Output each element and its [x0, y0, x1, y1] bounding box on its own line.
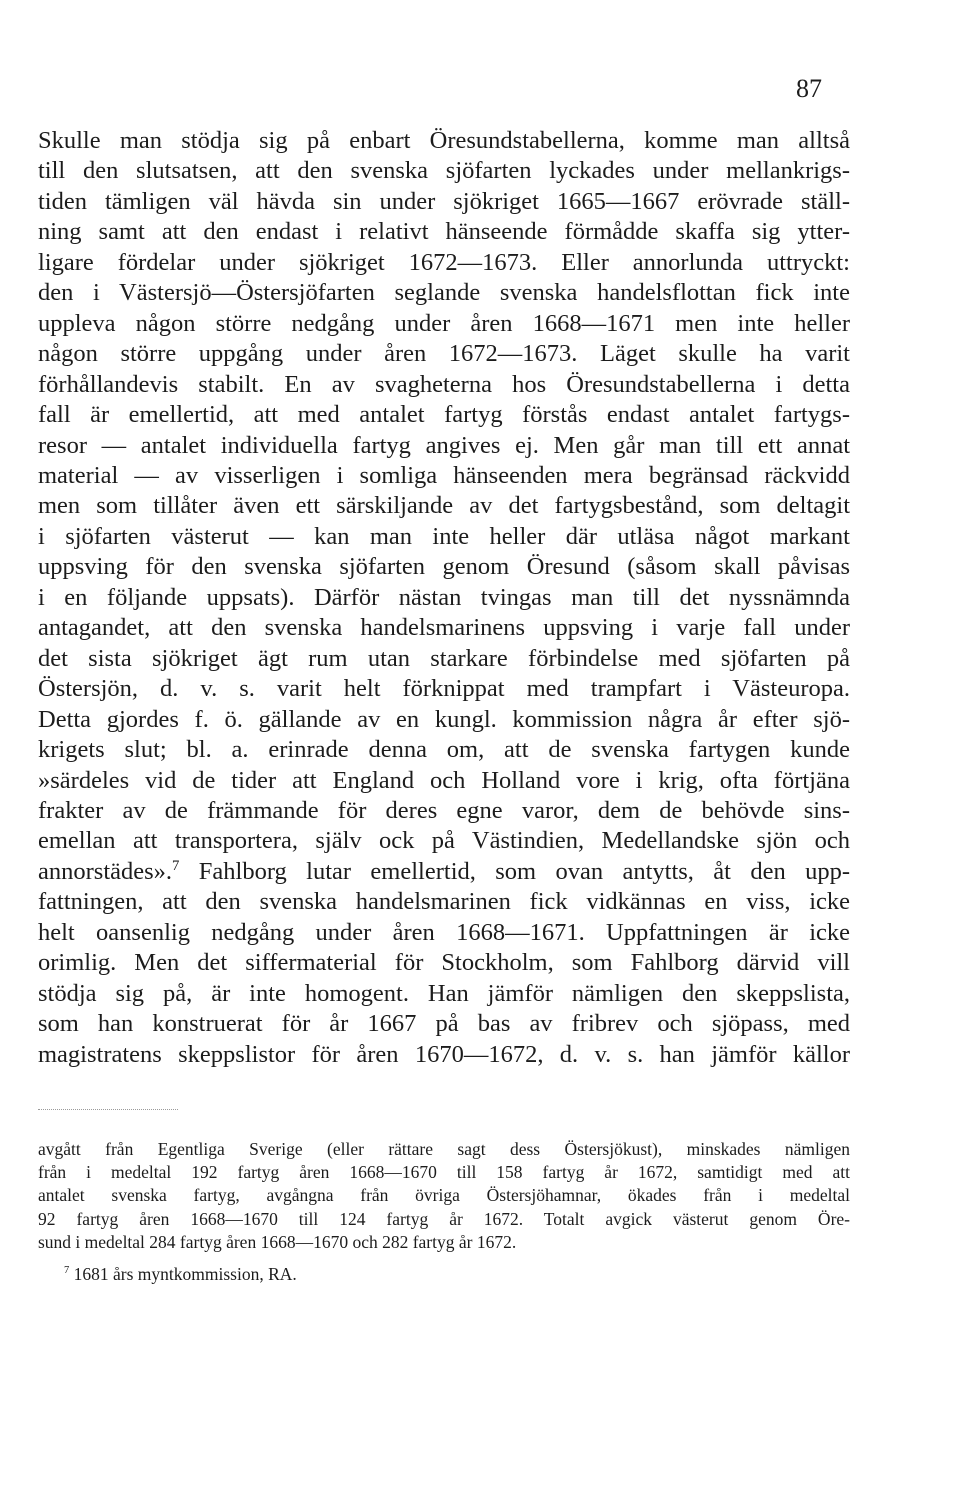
footnote-line: avgått från Egentliga Sverige (eller rättare sagt dess Östersjökust), minskades nämligen	[38, 1139, 850, 1159]
footnote-line: antalet svenska fartyg, avgångna från övriga Östersjöhamnar, ökades från i medeltal	[38, 1185, 850, 1206]
body-line: förhållandevis stabilt. En av svagheterna hos Öresundstabellerna i detta	[38, 370, 850, 398]
body-line: i sjöfarten västerut — kan man inte heller där utläsa något markant	[38, 522, 850, 550]
body-line: frakter av de främmande för deres egne varor, dem de behövde sins-	[38, 796, 850, 824]
body-line: emellan att transportera, själv ock på Västindien, Medellandske sjön och	[38, 827, 850, 855]
body-line: men som tillåter även ett särskiljande av det fartygsbestånd, som deltagit	[38, 492, 850, 520]
body-line: resor — antalet individuella fartyg angives ej. Men går man till ett annat	[38, 431, 850, 459]
body-line: krigets slut; bl. a. erinrade denna om, att de svenska fartygen kunde	[38, 736, 850, 764]
body-line-end: Fahlborg lutar emellertid, som ovan antytts, åt den upp-	[179, 857, 850, 885]
footnote-7-text: 1681 års myntkommission, RA.	[69, 1264, 297, 1285]
body-text	[38, 126, 850, 1070]
body-line: stödja sig på, är inte homogent. Han jämför nämligen den skeppslista,	[38, 979, 850, 1007]
footnote-line: sund i medeltal 284 fartyg åren 1668—1670 och 282 fartyg år 1672.	[38, 1231, 517, 1252]
footnote-reference[interactable]: 7	[172, 857, 180, 874]
body-line: Detta gjordes f. ö. gällande av en kungl. kommission några år efter sjö-	[38, 705, 850, 733]
body-line: Östersjön, d. v. s. varit helt förknippat med trampfart i Västeuropa.	[38, 675, 850, 703]
body-line: orimlig. Men det siffermaterial för Stockholm, som Fahlborg därvid vill	[38, 949, 850, 977]
body-line: fattningen, att den svenska handelsmarinen fick vidkännas en viss, icke	[38, 888, 850, 916]
body-line: uppsving för den svenska sjöfarten genom Öresund (såsom skall påvisas	[38, 553, 850, 581]
body-line: ning samt att den endast i relativt hänseende förmådde skaffa sig ytter-	[38, 218, 850, 246]
body-line: »särdeles vid de tider att England och Holland vore i krig, ofta förtjäna	[38, 766, 850, 794]
body-line: tiden tämligen väl hävda sin under sjökriget 1665—1667 erövrade ställ-	[38, 187, 850, 215]
body-line: antagandet, att den svenska handelsmarinens uppsving i varje fall under	[38, 614, 850, 642]
body-line: någon större uppgång under åren 1672—1673. Läget skulle ha varit	[38, 340, 850, 368]
body-line: den i Västersjö—Östersjöfarten seglande svenska handelsflottan fick inte	[38, 279, 850, 307]
footnote-7	[38, 1263, 850, 1286]
body-line: helt oansenlig nedgång under åren 1668—1671. Uppfattningen är icke	[38, 918, 850, 946]
body-line: som han konstruerat för år 1667 på bas av fribrev och sjöpass, med	[38, 1010, 850, 1038]
body-line: det sista sjökriget ägt rum utan starkare förbindelse med sjöfarten på	[38, 644, 850, 672]
body-line: Skulle man stödja sig på enbart Öresundstabellerna, komme man alltså	[38, 127, 850, 154]
body-line: material — av visserligen i somliga hänseenden mera begränsad räckvidd	[38, 461, 850, 489]
body-line: uppleva någon större nedgång under åren 1668—1671 men inte heller	[38, 309, 850, 337]
body-line-with-footnote	[38, 857, 850, 887]
footnote-7-marker: 7	[64, 1265, 70, 1277]
body-line: i en följande uppsats). Därför nästan tvingas man till det nyssnämnda	[38, 583, 850, 611]
body-line: fall är emellertid, att med antalet fartyg förstås endast antalet fartygs-	[38, 401, 850, 429]
footnote-line: 92 fartyg åren 1668—1670 till 124 fartyg år 1672. Totalt avgick västerut genom Öre-	[38, 1208, 850, 1229]
body-line-start: annorstädes».	[38, 857, 173, 885]
body-line: magistratens skeppslistor för åren 1670—1672, d. v. s. han jämför källor	[38, 1040, 850, 1068]
footnote-line: från i medeltal 192 fartyg åren 1668—1670 till 158 fartyg år 1672, samtidigt med att	[38, 1162, 850, 1183]
body-line: ligare fördelar under sjökriget 1672—1673. Eller annorlunda uttryckt:	[38, 248, 850, 276]
body-line: till den slutsatsen, att den svenska sjöfarten lyckades under mellankrigs-	[38, 157, 850, 185]
footnote-divider	[38, 1109, 178, 1110]
footnotes	[38, 1138, 850, 1286]
page-number: 87	[796, 74, 822, 103]
